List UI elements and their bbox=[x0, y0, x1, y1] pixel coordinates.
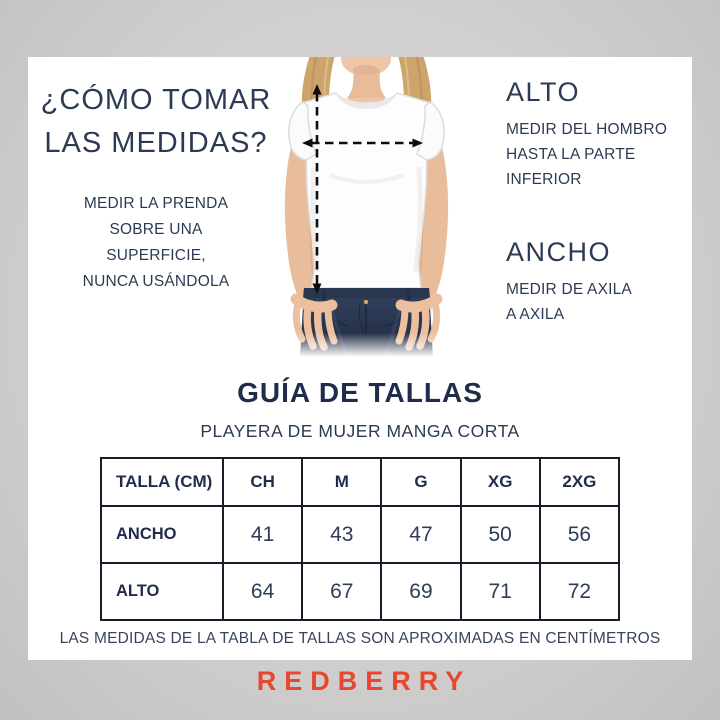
alto-ch: 64 bbox=[223, 563, 302, 620]
photo-fade bbox=[250, 333, 485, 357]
ancho-description-line2: A AXILA bbox=[506, 306, 565, 323]
size-table-note: LAS MEDIDAS DE LA TABLA DE TALLAS SON APROXIMADAS EN CENTÍMETROS bbox=[59, 630, 661, 647]
ancho-m: 43 bbox=[302, 506, 381, 563]
table-row-alto bbox=[101, 563, 619, 620]
ancho-g: 47 bbox=[381, 506, 460, 563]
alto-description bbox=[506, 117, 667, 192]
table-row-ancho bbox=[101, 506, 619, 563]
alto-g: 69 bbox=[381, 563, 460, 620]
ancho-label: ANCHO bbox=[506, 237, 612, 267]
alto-description-line2: HASTA LA PARTE bbox=[506, 146, 636, 163]
measuring-instructions-line1: MEDIR LA PRENDA bbox=[83, 195, 229, 212]
size-table-header-2xg: 2XG bbox=[540, 458, 619, 506]
ancho-description-line1: MEDIR DE AXILA bbox=[506, 281, 632, 298]
measuring-instructions-line4: NUNCA USÁNDOLA bbox=[82, 273, 230, 290]
size-guide-title: GUÍA DE TALLAS bbox=[237, 377, 483, 408]
size-table-header-row bbox=[101, 458, 619, 506]
alto-2xg: 72 bbox=[540, 563, 619, 620]
tshirt-model-illustration bbox=[250, 57, 485, 357]
alto-label: ALTO bbox=[506, 77, 581, 107]
measuring-instructions bbox=[44, 191, 268, 295]
measuring-instructions-line3: SUPERFICIE, bbox=[106, 247, 206, 264]
alto-xg: 71 bbox=[461, 563, 540, 620]
size-table-header-ch: CH bbox=[223, 458, 302, 506]
ancho-xg: 50 bbox=[461, 506, 540, 563]
tshirt-model-photo bbox=[250, 57, 485, 357]
alto-measure-group bbox=[506, 77, 667, 192]
how-to-measure-title-line1: ¿CÓMO TOMAR bbox=[40, 84, 272, 116]
size-table-header-m: M bbox=[302, 458, 381, 506]
face-and-neck bbox=[341, 57, 391, 103]
size-guide-subtitle: PLAYERA DE MUJER MANGA CORTA bbox=[200, 421, 520, 441]
ancho-2xg: 56 bbox=[540, 506, 619, 563]
ancho-ch: 41 bbox=[223, 506, 302, 563]
alto-m: 67 bbox=[302, 563, 381, 620]
ancho-description bbox=[506, 277, 632, 327]
row-label-ancho: ANCHO bbox=[101, 506, 223, 563]
size-table bbox=[100, 457, 620, 621]
how-to-measure-title bbox=[34, 79, 278, 165]
size-table-header-g: G bbox=[381, 458, 460, 506]
row-label-alto: ALTO bbox=[101, 563, 223, 620]
size-table-header-xg: XG bbox=[461, 458, 540, 506]
alto-description-line3: INFERIOR bbox=[506, 171, 582, 188]
how-to-measure-title-line2: LAS MEDIDAS? bbox=[44, 127, 268, 159]
measuring-instructions-line2: SOBRE UNA bbox=[109, 221, 203, 238]
ancho-measure-group bbox=[506, 237, 632, 327]
alto-description-line1: MEDIR DEL HOMBRO bbox=[506, 121, 668, 138]
brand-logo: REDBERRY bbox=[256, 666, 472, 696]
size-guide-card bbox=[28, 57, 692, 660]
size-table-header-talla: TALLA (CM) bbox=[101, 458, 223, 506]
